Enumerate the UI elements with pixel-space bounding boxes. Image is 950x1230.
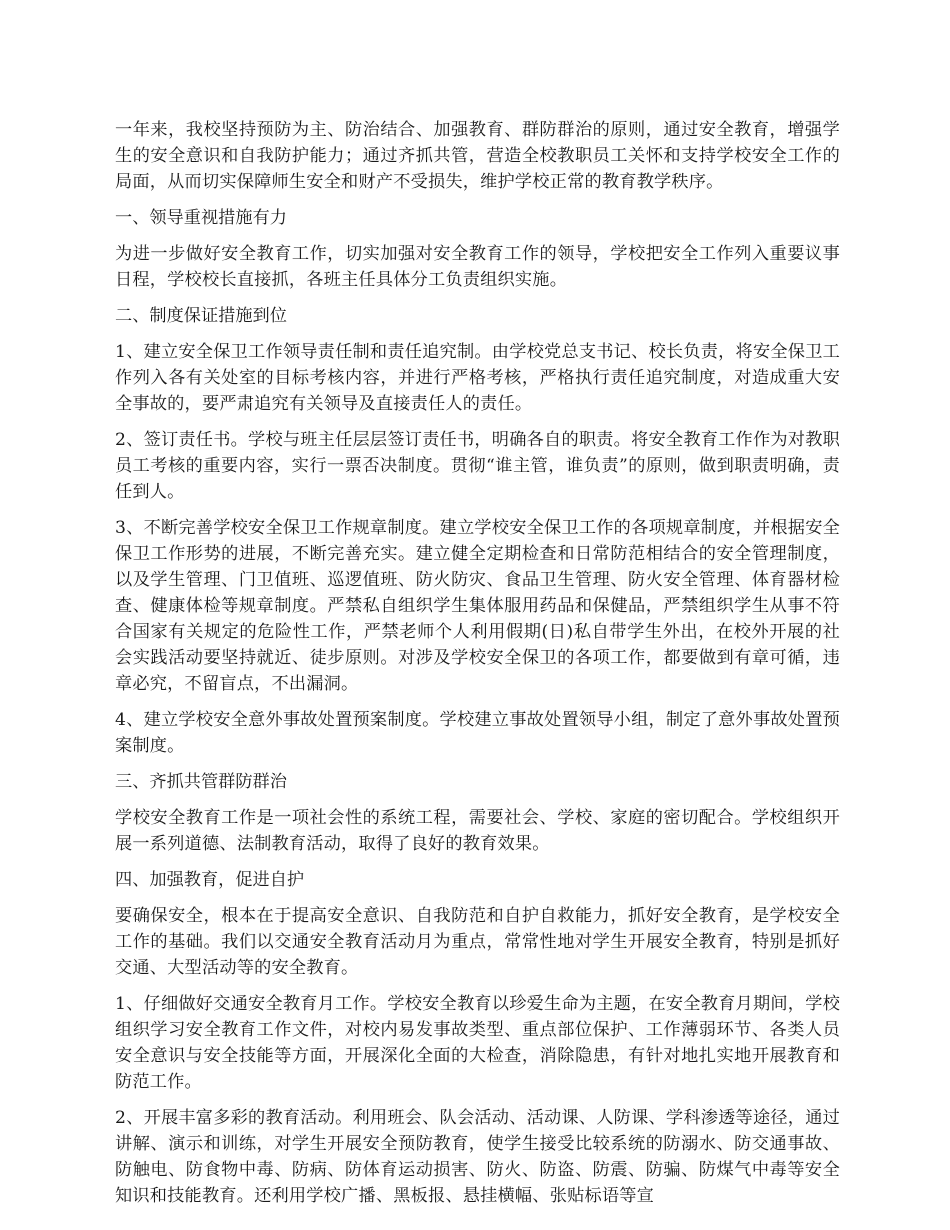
intro-paragraph: 一年来，我校坚持预防为主、防治结合、加强教育、群防群治的原则，通过安全教育，增强学生的安全意识和自我防护能力；通过齐抓共管，营造全校教职员工关怀和支持学校安全工作的局面，从而切实保障师生安全和财产不受损失，维护学校正常的教育教学秩序。 bbox=[115, 120, 840, 192]
paragraph-regulations: 3、不断完善学校安全保卫工作规章制度。建立学校安全保卫工作的各项规章制度，并根据安全保卫工作形势的进展，不断完善充实。建立健全定期检查和日常防范相结合的安全管理制度，以及学生管理、门卫值班、巡逻值班、防火防灾、食品卫生管理、防火安全管理、体育器材检查、健康体检等规章制度。严禁私自组织学生集体服用药品和保健品，严禁组织学生从事不符合国家有关规定的危险性工作，严禁老师个人利用假期(日)私自带学生外出，在校外开展的社会实践活动要坚持就近、徒步原则。对涉及学校安全保卫的各项工作，都要做到有章可循，违章必究，不留盲点，不出漏洞。 bbox=[115, 518, 840, 694]
paragraph-emergency-plan: 4、建立学校安全意外事故处置预案制度。学校建立事故处置领导小组，制定了意外事故处置预案制度。 bbox=[115, 710, 840, 756]
paragraph-education-basis: 要确保安全，根本在于提高安全意识、自我防范和自护自救能力，抓好安全教育，是学校安全工作的基础。我们以交通安全教育活动月为重点，常常性地对学生开展安全教育，特别是抓好交通、大型活动等的安全教育。 bbox=[115, 906, 840, 978]
paragraph-leadership: 为进一步做好安全教育工作，切实加强对安全教育工作的领导，学校把安全工作列入重要议事日程，学校校长直接抓，各班主任具体分工负责组织实施。 bbox=[115, 244, 840, 290]
paragraph-cooperation: 学校安全教育工作是一项社会性的系统工程，需要社会、学校、家庭的密切配合。学校组织开展一系列道德、法制教育活动，取得了良好的教育效果。 bbox=[115, 808, 840, 854]
paragraph-traffic-safety-month: 1、仔细做好交通安全教育月工作。学校安全教育以珍爱生命为主题，在安全教育月期间，学校组织学习安全教育工作文件，对校内易发事故类型、重点部位保护、工作薄弱环节、各类人员安全意识与安全技能等方面，开展深化全面的大检查，消除隐患，有针对地扎实地开展教育和防范工作。 bbox=[115, 994, 840, 1092]
section-heading-education: 四、加强教育，促进自护 bbox=[115, 870, 305, 890]
paragraph-education-activities: 2、开展丰富多彩的教育活动。利用班会、队会活动、活动课、人防课、学科渗透等途径，通过讲解、演示和训练，对学生开展安全预防教育，使学生接受比较系统的防溺水、防交通事故、防触电、防食物中毒、防病、防体育运动损害、防火、防盗、防震、防骗、防煤气中毒等安全知识和技能教育。还利用学校广播、黑板报、悬挂横幅、张贴标语等宣 bbox=[115, 1108, 840, 1206]
document-page bbox=[115, 117, 840, 1219]
section-heading-system: 二、制度保证措施到位 bbox=[115, 306, 287, 326]
section-heading-cooperation: 三、齐抓共管群防群治 bbox=[115, 772, 287, 792]
paragraph-responsibility-system: 1、建立安全保卫工作领导责任制和责任追究制。由学校党总支书记、校长负责，将安全保卫工作列入各有关处室的目标考核内容，并进行严格考核，严格执行责任追究制度，对造成重大安全事故的，要严肃追究有关领导及直接责任人的责任。 bbox=[115, 342, 840, 414]
section-heading-leadership: 一、领导重视措施有力 bbox=[115, 208, 287, 228]
paragraph-responsibility-letter: 2、签订责任书。学校与班主任层层签订责任书，明确各自的职责。将安全教育工作作为对教职员工考核的重要内容，实行一票否决制度。贯彻“谁主管，谁负责”的原则，做到职责明确，责任到人。 bbox=[115, 430, 840, 502]
